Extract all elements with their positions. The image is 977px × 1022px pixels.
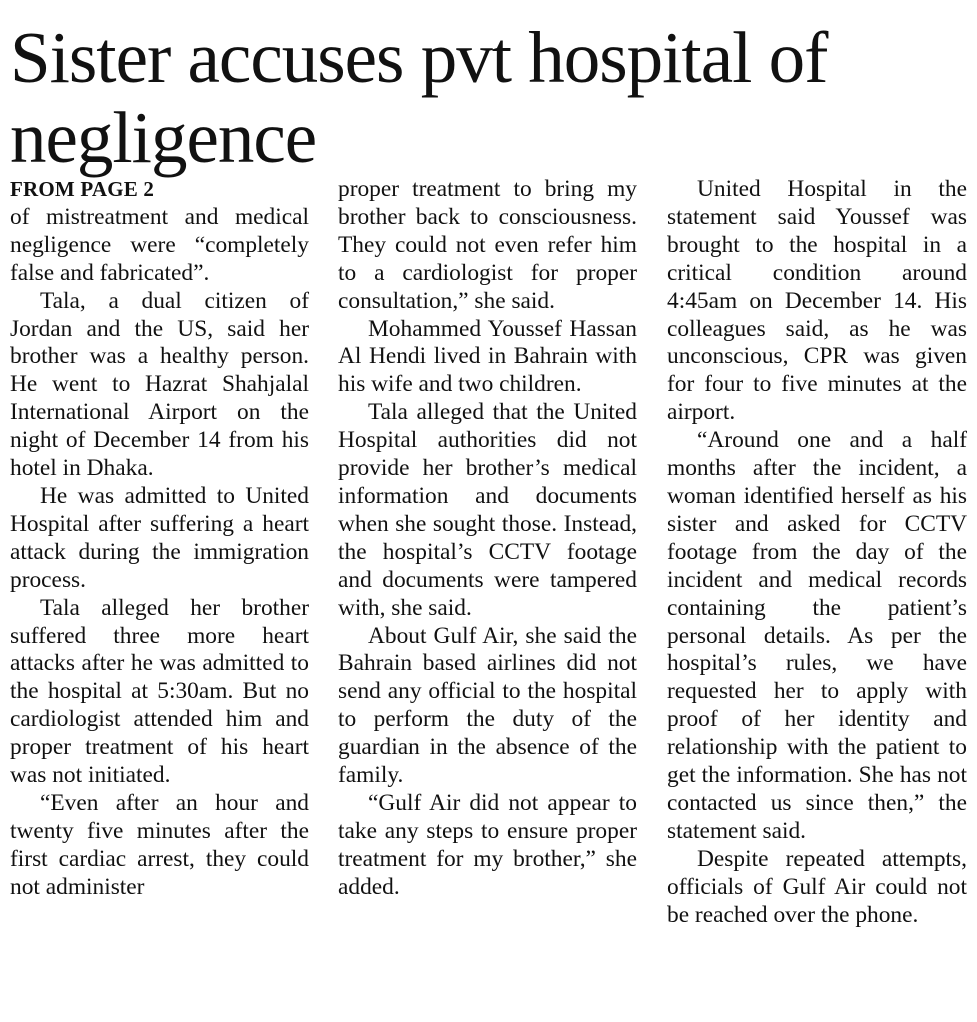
article-paragraph: About Gulf Air, she said the Bahrain based airlines did not send any official to the hospital to perform the duty of the guardian in the absence of the family.	[338, 622, 637, 789]
article-paragraph: “Around one and a half months after the incident, a woman identified herself as his sister and asked for CCTV footage from the day of the incident and medical records containing the patient’s personal details. As per the hospital’s rules, we have requested her to apply with proof of her identity and relationship with the patient to get the information. She has not contacted us since then,” the statement said.	[667, 427, 967, 844]
article-paragraph: Tala alleged her brother suffered three more heart attacks after he was admitted to the hospital at 5:30am. But no cardiologist attended him and proper treatment of his heart was not initiated.	[10, 594, 309, 789]
article-paragraph: proper treatment to bring my brother back to consciousness. They could not even refer him to a cardiologist for proper consultation,” she said.	[338, 176, 637, 314]
article-column-3	[667, 176, 967, 929]
article-column-1	[10, 176, 309, 902]
continued-from-kicker: FROM PAGE 2	[10, 177, 155, 201]
headline: Sister accuses pvt hospital of negligence	[10, 17, 828, 178]
article-paragraph: “Even after an hour and twenty five minutes after the first cardiac arrest, they could not administer	[10, 789, 309, 900]
article-paragraph: of mistreatment and medical negligence were “completely false and fabricated”.	[10, 203, 309, 286]
article-paragraph: Tala, a dual citizen of Jordan and the US, said her brother was a healthy person. He went to Hazrat Shahjalal International Airport on the night of December 14 from his hotel in Dhaka.	[10, 287, 309, 482]
article-paragraph: He was admitted to United Hospital after suffering a heart attack during the immigration process.	[10, 482, 309, 593]
article-body	[10, 176, 967, 1022]
article-column-2	[338, 176, 637, 902]
article-paragraph: United Hospital in the statement said Youssef was brought to the hospital in a critical condition around 4:45am on December 14. His colleagues said, as he was unconscious, CPR was given for four to five minutes at the airport.	[667, 176, 967, 426]
article-paragraph: Tala alleged that the United Hospital authorities did not provide her brother’s medical information and documents when she sought those. Instead, the hospital’s CCTV footage and documents were tampered with, she said.	[338, 399, 637, 621]
article-paragraph: Mohammed Youssef Hassan Al Hendi lived in Bahrain with his wife and two children.	[338, 315, 637, 398]
article-paragraph: “Gulf Air did not appear to take any steps to ensure proper treatment for my brother,” she added.	[338, 789, 637, 900]
article-paragraph: Despite repeated attempts, officials of Gulf Air could not be reached over the phone.	[667, 845, 967, 928]
